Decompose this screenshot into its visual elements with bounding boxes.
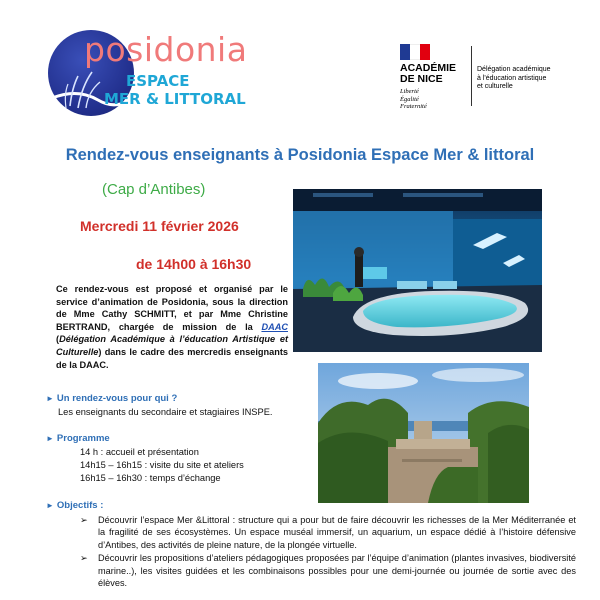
arrow-bullet-icon: ➢ (80, 515, 88, 525)
academie-title (400, 63, 456, 85)
republic-motto (400, 88, 427, 111)
posidonia-logo (48, 28, 248, 120)
academie-logo (400, 44, 570, 112)
posidonia-logo-line2: MER & LITTORAL (104, 90, 246, 108)
objective-item (80, 514, 576, 551)
audience-heading (46, 393, 177, 404)
objective-item-text: Découvrir l’espace Mer &Littoral : structure qui a pour but de faire découvrir les richesses de la Mer Méditerranée et la fragilité de ses écosystèmes. Un espace muséal immersif, un aquarium, un espace dédié à l’histoire défensive d’Antibes, des activités de pleine nature, de la plongée virtuelle. (98, 515, 576, 550)
objectives-heading (46, 500, 103, 511)
delegation-line3: et culturelle (477, 83, 513, 90)
objective-item-text: Découvrir les propositions d’ateliers pédagogiques proposées par l’équipe d’animation (plantes invasives, biodiversité marine..), les visites guidées et les combinaisons possibles pour une demi-journée ou journée de sortie avec des élèves. (98, 553, 576, 589)
french-flag-icon (400, 44, 430, 60)
programme-heading-text: Programme (56, 433, 110, 444)
programme-item: 14 h : accueil et présentation (80, 447, 199, 457)
delegation-line2: à l'éducation artistique (477, 74, 547, 82)
audience-text: Les enseignants du secondaire et stagiaires INSPE. (58, 407, 273, 417)
academie-separator (471, 46, 472, 106)
flag-white (410, 44, 420, 60)
triangle-bullet-icon: ► (46, 434, 54, 443)
event-title: Rendez-vous enseignants à Posidonia Espace Mer & littoral (65, 146, 535, 164)
museum-interior-photo (293, 189, 542, 352)
objective-item (80, 552, 576, 589)
event-date: Mercredi 11 février 2026 (80, 218, 239, 234)
programme-heading (46, 433, 110, 444)
fort-photo (318, 363, 529, 503)
motto-liberte: Liberté (400, 88, 419, 95)
academie-title-line1: ACADÉMIE (400, 62, 457, 74)
audience-heading-text: Un rendez-vous pour qui ? (56, 393, 178, 404)
programme-list (80, 446, 244, 485)
delegation-line1: Délégation académique (477, 66, 551, 73)
event-hours: de 14h00 à 16h30 (136, 256, 252, 272)
motto-fraternite: Fraternité (400, 103, 427, 110)
academie-title-line2: DE NICE (400, 73, 443, 85)
flag-red (420, 44, 430, 60)
flag-blue (400, 44, 410, 60)
event-location: (Cap d’Antibes) (102, 181, 206, 198)
daac-link[interactable]: DAAC (261, 321, 288, 332)
intro-italic: Délégation Académique à l’éducation Artistique et Culturelle (56, 334, 288, 357)
intro-paragraph (56, 283, 288, 371)
objectives-list (80, 514, 576, 590)
arrow-bullet-icon: ➢ (80, 553, 88, 564)
programme-item: 14h15 – 16h15 : visite du site et ateliers (80, 460, 244, 470)
delegation-label (477, 66, 569, 92)
intro-text-part3: ) dans le cadre des mercredis enseignants de la DAAC. (56, 346, 288, 370)
triangle-bullet-icon: ► (46, 501, 54, 510)
motto-egalite: Égalité (400, 95, 419, 103)
objectives-heading-text: Objectifs : (56, 500, 104, 511)
posidonia-logo-name: posidonia (84, 30, 248, 69)
programme-item: 16h15 – 16h30 : temps d’échange (80, 473, 221, 483)
triangle-bullet-icon: ► (46, 394, 54, 403)
intro-text-part1: Ce rendez-vous est proposé et organisé par le service d’animation de Posidonia, sous la direction de Mme Cathy SCHMITT, et par Mme Christine BERTRAND, chargée de mission de la (56, 284, 288, 332)
posidonia-logo-line1: ESPACE (126, 72, 190, 90)
intro-text-part2: ( (56, 334, 60, 345)
